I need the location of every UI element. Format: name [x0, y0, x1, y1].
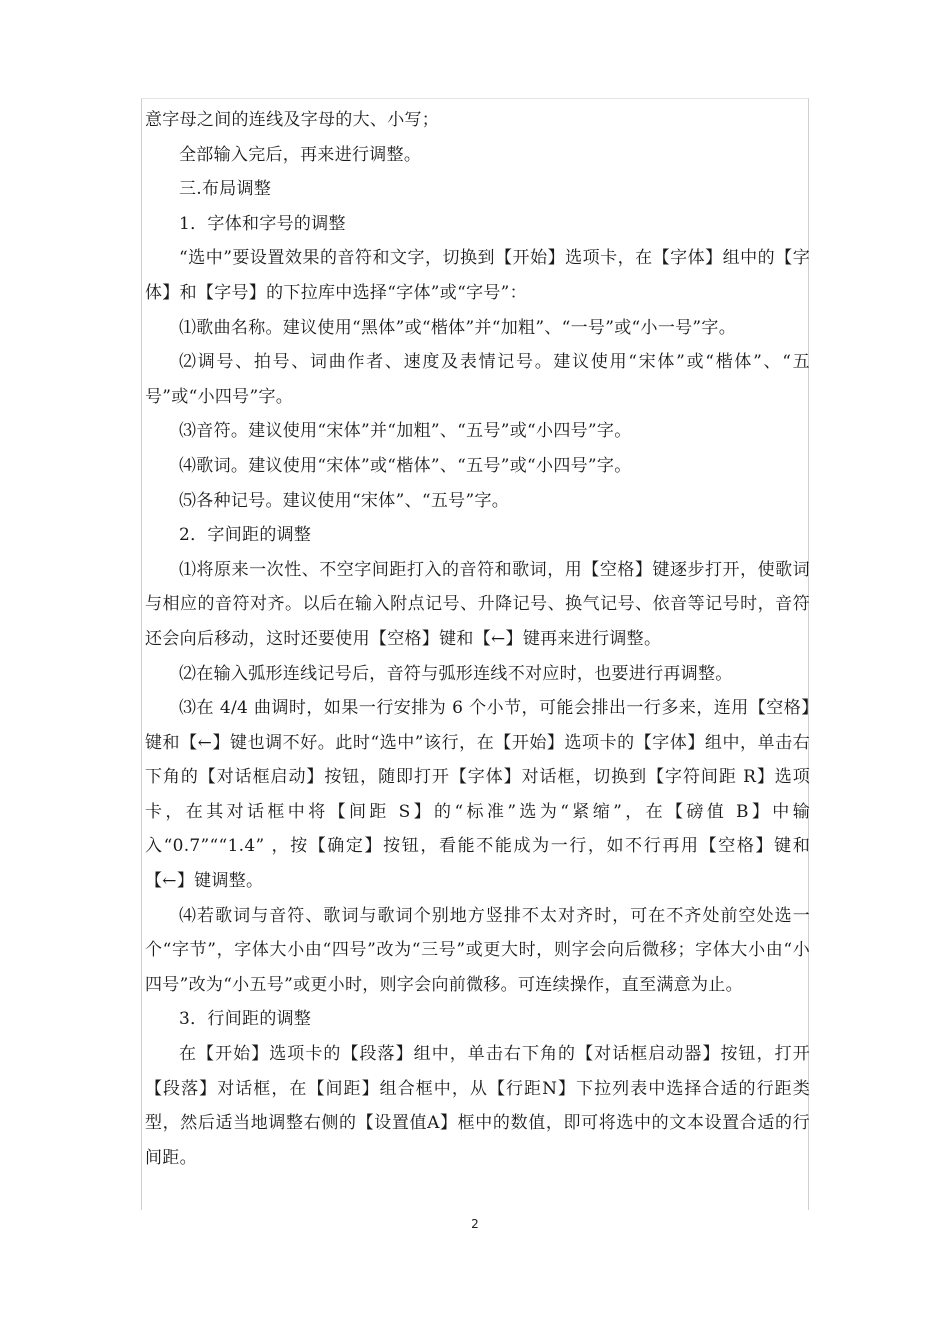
section-heading: 三.布局调整 — [179, 179, 272, 200]
subsection-heading: 1．字体和字号的调整 — [179, 213, 346, 234]
document-body — [145, 103, 810, 1175]
page-number: 2 — [471, 1217, 479, 1231]
list-item: ⑶在 4/4 曲调时，如果一行安排为 6 个小节，可能会排出一行多来，连用【空格】键和【←】键也调不好。此时“选中”该行，在【开始】选项卡的【字体】组中，单击右下角的【对话框启动】按钮，随即打开【字体】对话框，切换到【字符间距 R】选项卡，在其对话框中将【间距 S】的“标准”选为“紧缩”，在【磅值 B】中输入“0.7”““1.4” ，按【确定】按钮，看能不能成为一行，如不行再用【空格】键和【←】键调整。 — [145, 698, 810, 892]
list-item: ⑴将原来一次性、不空字间距打入的音符和歌词，用【空格】键逐步打开，使歌词与相应的音符对齐。以后在输入附点记号、升降记号、换气记号、依音等记号时，音符还会向后移动，这时还要使用【空格】键和【←】键再来进行调整。 — [145, 559, 810, 649]
paragraph-continuation: 意字母之间的连线及字母的大、小写； — [145, 110, 440, 130]
subsection-heading: 3．行间距的调整 — [179, 1009, 312, 1030]
paragraph: 在【开始】选项卡的【段落】组中，单击右下角的【对话框启动器】按钮，打开【段落】对话框，在【间距】组合框中，从【行距N】下拉列表中选择合适的行距类型，然后适当地调整右侧的【设置值A】框中的数值，即可将选中的文本设置合适的行间距。 — [145, 1044, 810, 1168]
list-item: ⑵调号、拍号、词曲作者、速度及表情记号。建议使用“宋体”或“楷体”、“五号”或“小四号”字。 — [145, 352, 810, 407]
subsection-heading: 2．字间距的调整 — [179, 525, 312, 546]
list-item: ⑷若歌词与音符、歌词与歌词个别地方竖排不太对齐时，可在不齐处前空处选一个“字节”，字体大小由“四号”改为“三号”或更大时，则字会向后微移；字体大小由“小四号”改为“小五号”或更小时，则字会向前微移。可连续操作，直至满意为止。 — [145, 905, 810, 995]
paragraph: 全部输入完后，再来进行调整。 — [179, 144, 422, 165]
list-item: ⑸各种记号。建议使用“宋体”、“五号”字。 — [179, 490, 510, 511]
list-item: ⑶音符。建议使用“宋体”并“加粗”、“五号”或“小四号”字。 — [179, 421, 632, 442]
paragraph: “选中”要设置效果的音符和文字，切换到【开始】选项卡，在【字体】组中的【字体】和【字号】的下拉库中选择“字体”或“字号”： — [145, 248, 810, 303]
list-item: ⑴歌曲名称。建议使用“黑体”或“楷体”并“加粗”、“一号”或“小一号”字。 — [179, 317, 737, 338]
list-item: ⑷歌词。建议使用“宋体”或“楷体”、“五号”或“小四号”字。 — [179, 455, 632, 476]
list-item: ⑵在输入弧形连线记号后，音符与弧形连线不对应时，也要进行再调整。 — [179, 663, 733, 684]
